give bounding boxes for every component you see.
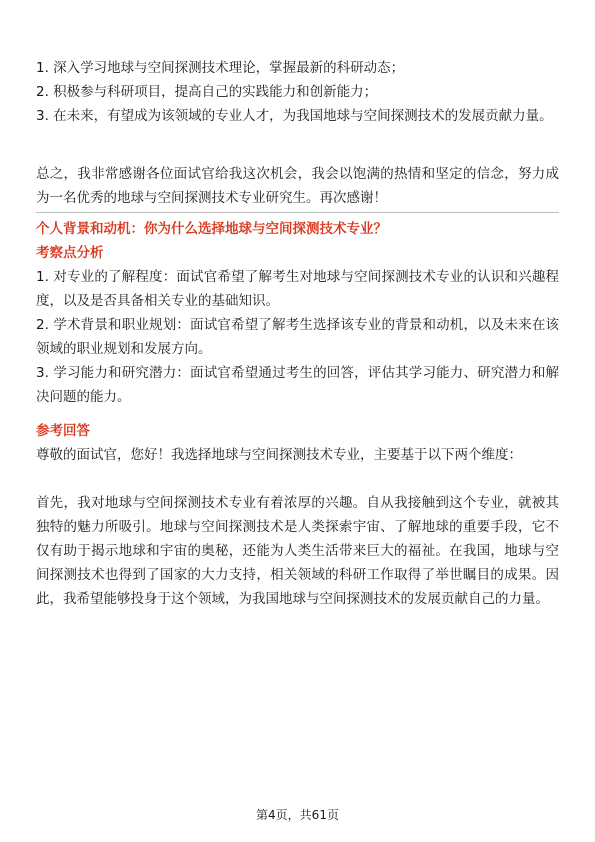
answer-intro: 尊敬的面试官，您好！我选择地球与空间探测技术专业，主要基于以下两个维度： [36, 447, 522, 463]
analysis-heading: 考察点分析 [36, 245, 104, 261]
analysis-item: 1. 对专业的了解程度：面试官希望了解考生对地球与空间探测技术专业的认识和兴趣程度，以及是否具备相关专业的基础知识。 [36, 269, 559, 309]
page-footer: 第4页，共61页 [256, 808, 339, 822]
answer-body: 首先，我对地球与空间探测技术专业有着浓厚的兴趣。自从我接触到这个专业，就被其独特的魅力所吸引。地球与空间探测技术是人类探索宇宙、了解地球的重要手段，它不仅有助于揭示地球和宇宙的奥秘，还能为人类生活带来巨大的福祉。在我国，地球与空间探测技术也得到了国家的大力支持，相关领域的科研工作取得了举世瞩目的成果。因此，我希望能够投身于这个领域，为我国地球与空间探测技术的发展贡献自己的力量。 [36, 495, 559, 607]
closing-paragraph: 总之，我非常感谢各位面试官给我这次机会，我会以饱满的热情和坚定的信念，努力成为一名优秀的地球与空间探测技术专业研究生。再次感谢！ [36, 166, 559, 206]
analysis-item: 3. 学习能力和研究潜力：面试官希望通过考生的回答，评估其学习能力、研究潜力和解决问题的能力。 [36, 365, 559, 405]
list-item: 3. 在未来，有望成为该领域的专业人才，为我国地球与空间探测技术的发展贡献力量。 [36, 108, 553, 124]
section-divider [36, 212, 559, 213]
question-heading: 个人背景和动机：你为什么选择地球与空间探测技术专业？ [36, 221, 387, 237]
page-content [36, 56, 559, 611]
answer-heading: 参考回答 [36, 423, 90, 439]
analysis-item: 2. 学术背景和职业规划：面试官希望了解考生选择该专业的背景和动机，以及未来在该领域的职业规划和发展方向。 [36, 317, 559, 357]
list-item: 2. 积极参与科研项目，提高自己的实践能力和创新能力； [36, 84, 378, 100]
list-item: 1. 深入学习地球与空间探测技术理论，掌握最新的科研动态； [36, 60, 405, 76]
